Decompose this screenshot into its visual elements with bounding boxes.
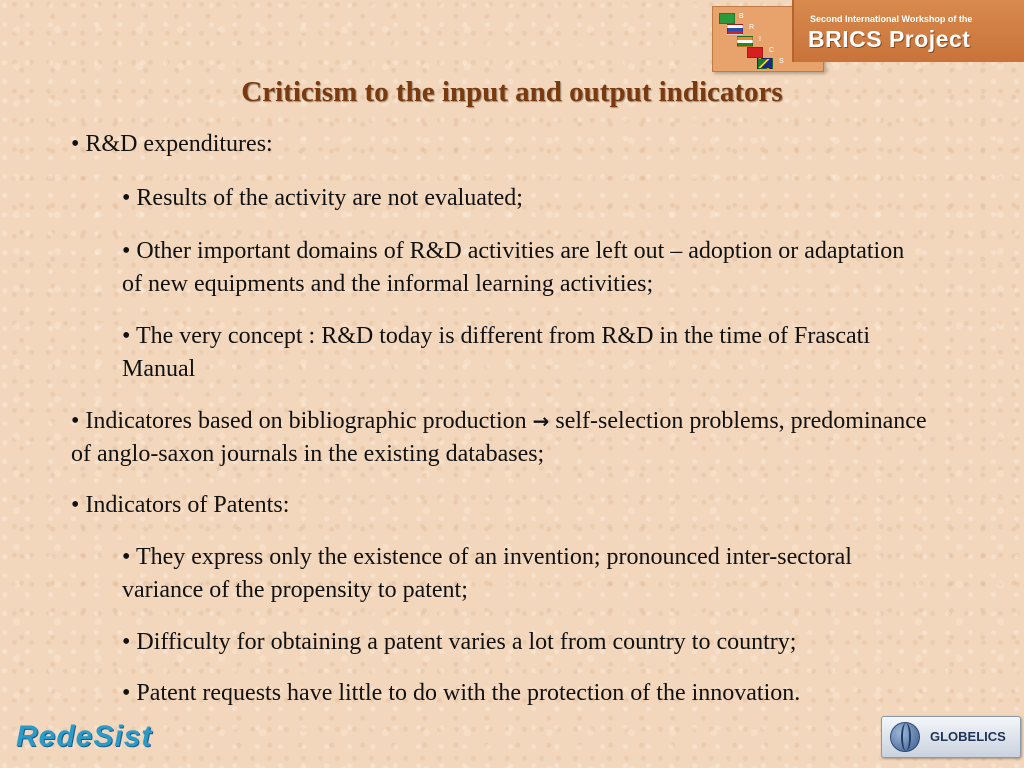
- banner-title: BRICS Project: [808, 26, 971, 52]
- right-arrow-icon: →: [532, 409, 550, 433]
- bullet-patents: • Indicators of Patents:: [71, 492, 290, 518]
- bullet-rd-expenditures: • R&D expenditures:: [71, 131, 273, 157]
- sub-bullet-results: • Results of the activity are not evaluated;: [122, 185, 523, 211]
- redesist-logo: RedeSist: [16, 720, 153, 753]
- globelics-label: GLOBELICS: [930, 729, 1006, 744]
- globe-icon: [890, 722, 920, 752]
- bullet-bibliographic: [71, 405, 931, 471]
- brics-letter-c: C: [769, 47, 775, 54]
- slide-title: Criticism to the input and output indicators: [241, 76, 783, 108]
- brics-letter-b: B: [739, 13, 744, 20]
- globelics-logo: [881, 716, 1021, 758]
- banner-subtitle: Second International Workshop of the: [810, 14, 973, 24]
- brics-letter-i: I: [759, 36, 761, 43]
- bibliographic-text-end: self-selection problems, predominance of anglo-saxon journals in the existing databases;: [71, 408, 927, 467]
- sub-bullet-concept: • The very concept : R&D today is different from R&D in the time of Frascati Manual: [122, 323, 871, 382]
- sub-bullet-requests: • Patent requests have little to do with the protection of the innovation.: [122, 680, 801, 706]
- sub-bullet-difficulty: • Difficulty for obtaining a patent varies a lot from country to country;: [122, 629, 797, 655]
- brics-letter-s: S: [779, 58, 784, 65]
- brics-letter-r: R: [749, 24, 755, 31]
- sub-bullet-invention: • They express only the existence of an invention; pronounced inter-sectoral variance of the propensity to patent;: [122, 544, 852, 603]
- sub-bullet-other-domains: • Other important domains of R&D activities are left out – adoption or adaptation of new equipments and the informal learning activities;: [122, 238, 905, 297]
- bibliographic-text-start: • Indicatores based on bibliographic production: [71, 408, 533, 434]
